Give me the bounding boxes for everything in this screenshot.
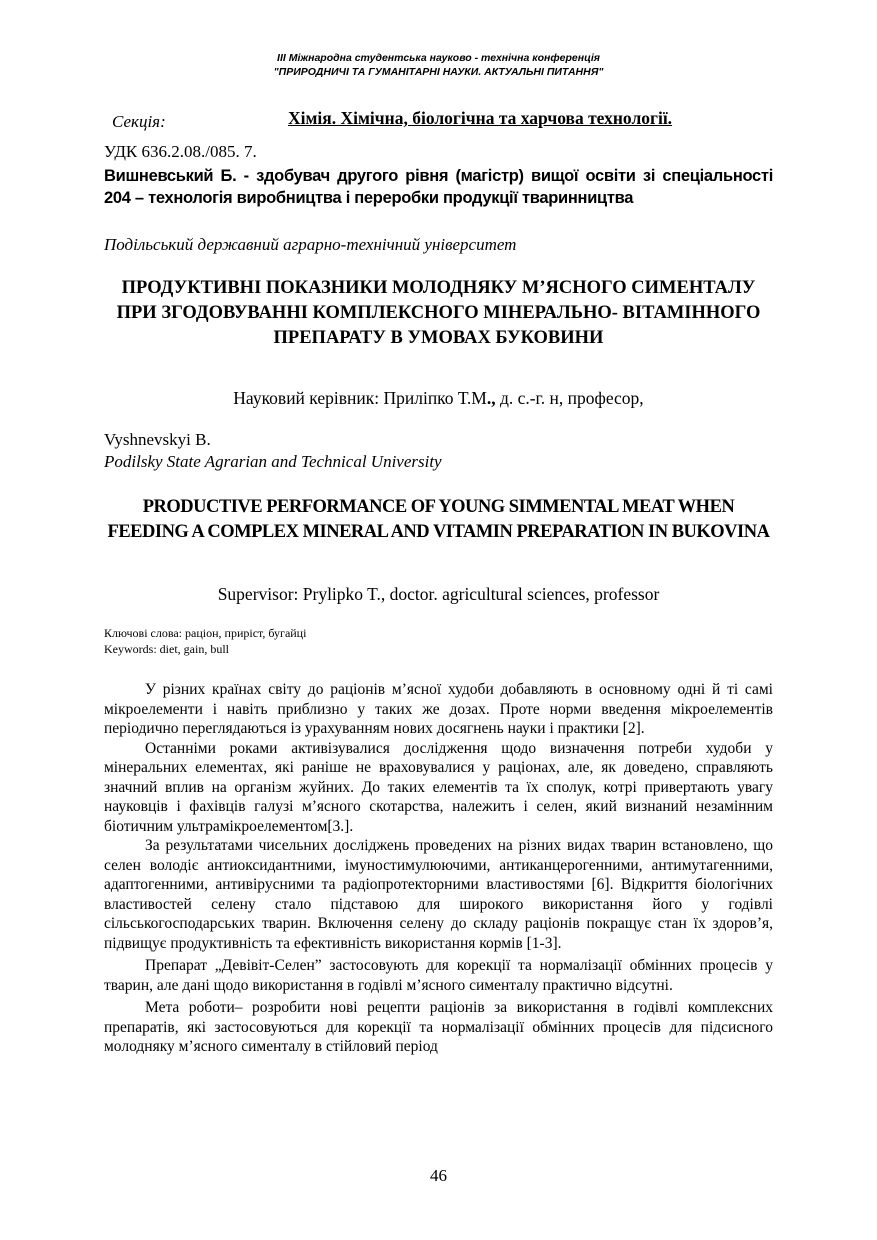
- page-number: 46: [430, 1166, 447, 1185]
- section-label: Секція:: [112, 112, 166, 131]
- body-text: [104, 680, 773, 1057]
- paragraph-4: Препарат „Девівіт-Селен” застосовують для корекції та нормалізації обмінних процесів у тварин, але дані щодо використання в годівлі м’ясного сименталу практично відсутні.: [104, 957, 773, 994]
- supervisor-ua-prefix: Науковий керівник: Приліпко Т.М: [233, 388, 487, 408]
- supervisor-ua: [0, 388, 877, 409]
- supervisor-ua-comma: .,: [486, 388, 496, 408]
- university-ua: Подільський державний аграрно-технічний університет: [104, 235, 517, 254]
- conference-header-line-1: III Міжнародна студентська науково - технічна конференція: [277, 52, 600, 64]
- paragraph-2: Останніми роками активізувалися дослідження щодо визначення потреби худоби у мінеральних елементах, які раніше не враховувалися у раціонах, але, як доведено, справляють значний вплив на організм жуйних. До таких елементів та їх сполук, котрі привертають увагу науковців і фахівців галузі м’ясного скотарства, належить і селен, який визнаний незамінним біотичним ультрамікроелементом[3.].: [104, 739, 773, 835]
- title-en: PRODUCTIVE PERFORMANCE OF YOUNG SIMMENTAL MEAT WHEN FEEDING A COMPLEX MINERAL AND VITAMIN PREPARATION IN BUKOVINA: [107, 497, 770, 542]
- conference-header-line-2: "ПРИРОДНИЧІ ТА ГУМАНІТАРНІ НАУКИ. АКТУАЛЬНІ ПИТАННЯ": [273, 66, 604, 78]
- author-info: Вишневський Б. - здобувач другого рівня (магістр) вищої освіти зі спеціальності 204 – технологія виробництва і переробки продукції тваринництва: [104, 167, 773, 207]
- keywords-ua: Ключові слова: раціон, приріст, бугайці: [104, 626, 307, 640]
- udk-code: УДК 636.2.08./085. 7.: [104, 142, 257, 161]
- supervisor-ua-suffix: д. с.-г. н, професор,: [495, 388, 644, 408]
- paragraph-5: Мета роботи– розробити нові рецепти раціонів за використання в годівлі комплексних препаратів, які застосовуються для корекції та нормалізації обмінних процесів для підсисного молодняку м’ясного сименталу в стійловий період: [104, 999, 773, 1055]
- title-ua: ПРОДУКТИВНІ ПОКАЗНИКИ МОЛОДНЯКУ М’ЯСНОГО СИМЕНТАЛУ ПРИ ЗГОДОВУВАННІ КОМПЛЕКСНОГО МІНЕРАЛЬНО- ВІТАМІННОГО ПРЕПАРАТУ В УМОВАХ БУКОВИНИ: [116, 278, 761, 348]
- keywords-en: Keywords: diet, gain, bull: [104, 642, 229, 656]
- paragraph-1: У різних країнах світу до раціонів м’ясної худоби добавляють в основному одні й ті самі мікроелементи і навіть приблизно у таких же дозах. Проте норми введення мікроелементів періодично переглядаються із урахуванням нових досягнень науки і практики [2].: [104, 681, 773, 737]
- section-title: Хімія. Хімічна, біологічна та харчова технології.: [288, 108, 673, 128]
- section-row: [112, 108, 772, 134]
- university-en: Podilsky State Agrarian and Technical University: [104, 452, 442, 471]
- author-en: Vyshnevskyi B.: [104, 430, 211, 449]
- paragraph-3: За результатами чисельних досліджень проведених на різних видах тварин встановлено, що селен володіє антиоксидантними, імуностимулюючими, антиканцерогенними, антимутагенними, адаптогенними, антивірусними та радіопротекторними властивостями [6]. Відкриття біологічних властивостей селену стало підставою для широкого використання його у годівлі сільськогосподарських тварин. Включення селену до складу раціонів покращує стан їх здоров’я, підвищує продуктивність та ефективність використання кормів [1-3].: [104, 837, 773, 952]
- supervisor-en: Supervisor: Prylipko T., doctor. agricultural sciences, professor: [217, 584, 660, 604]
